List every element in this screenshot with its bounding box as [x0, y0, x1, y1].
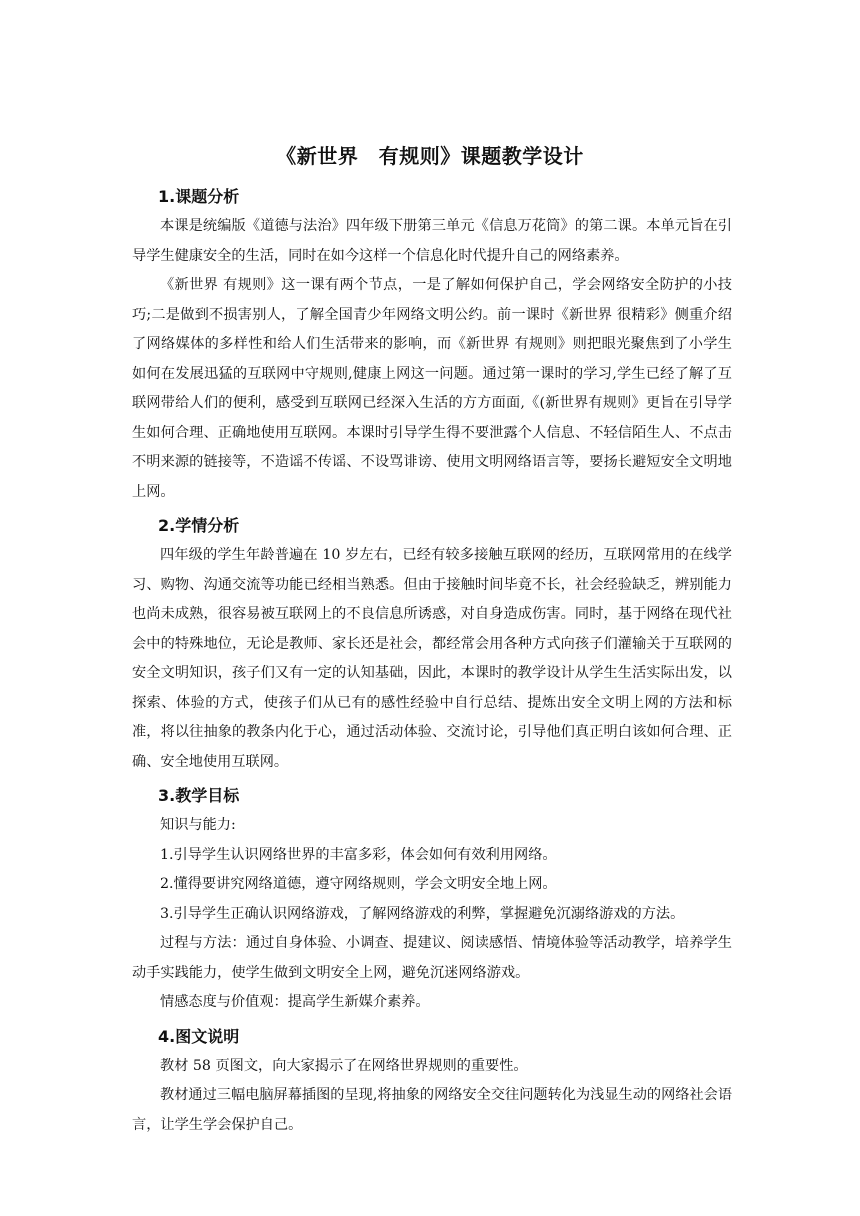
- objective-item: 2.懂得要讲究网络道德，遵守网络规则，学会文明安全地上网。: [160, 876, 557, 892]
- section-heading-objectives: 3.教学目标: [158, 786, 240, 805]
- paragraph: 四年级的学生年龄普遍在 10 岁左右，已经有较多接触互联网的经历，互联网常用的在线学习、购物、沟通交流等功能已经相当熟悉。但由于接触时间毕竟不长，社会经验缺乏，辨别能力也尚未成熟，很容易被互联网上的不良信息所诱惑，对自身造成伤害。同时，基于网络在现代社会中的特殊地位，无论是教师、家长还是社会，都经常会用各种方式向孩子们灌输关于互联网的安全文明知识，孩子们又有一定的认知基础，因此，本课时的教学设计从学生生活实际出发，以探索、体验的方式，使孩子们从已有的感性经验中自行总结、提炼出安全文明上网的方法和标准，将以往抽象的教条内化于心，通过活动体验、交流讨论，引导他们真正明白该如何合理、正确、安全地使用互联网。: [132, 547, 732, 770]
- document-body: [132, 178, 732, 1140]
- section-heading-student-analysis: 2.学情分析: [158, 516, 240, 535]
- section-heading-analysis: 1.课题分析: [158, 187, 240, 206]
- paragraph: 教材 58 页图文，向大家揭示了在网络世界规则的重要性。: [160, 1057, 528, 1074]
- document-title: 《新世界 有规则》课题教学设计: [276, 144, 584, 168]
- paragraph: 教材通过三幅电脑屏幕插图的呈现,将抽象的网络安全交往问题转化为浅显生动的网络社会语言，让学生学会保护自己。: [132, 1087, 733, 1133]
- objective-item: 1.引导学生认识网络世界的丰富多彩，体会如何有效利用网络。: [160, 846, 557, 863]
- paragraph: 过程与方法：通过自身体验、小调查、提建议、阅读感悟、情境体验等活动教学，培养学生动手实践能力，使学生做到文明安全上网，避免沉迷网络游戏。: [132, 935, 732, 981]
- section-heading-illustration: 4.图文说明: [158, 1026, 240, 1046]
- paragraph: 知识与能力:: [160, 817, 236, 833]
- paragraph: 情感态度与价值观：提高学生新媒介素养。: [160, 994, 430, 1010]
- paragraph: 本课是统编版《道德与法治》四年级下册第三单元《信息万花筒》的第二课。本单元旨在引导学生健康安全的生活，同时在如今这样一个信息化时代提升自己的网络素养。: [132, 218, 732, 264]
- objective-item: 3.引导学生正确认识网络游戏，了解网络游戏的利弊，掌握避免沉溺络游戏的方法。: [160, 905, 685, 922]
- paragraph: 《新世界 有规则》这一课有两个节点，一是了解如何保护自己，学会网络安全防护的小技巧;二是做到不损害别人，了解全国青少年网络文明公约。前一课时《新世界 很精彩》侧重介绍了网络媒体的多样性和给人们生活带来的影响，而《新世界 有规则》则把眼光聚焦到了小学生如何在发展迅猛的互联网中守规则,健康上网这一问题。通过第一课时的学习,学生已经了解了互联网带给人们的便利，感受到互联网已经深入生活的方方面面,《(新世界有规则》更旨在引导学生如何合理、正确地使用互联网。本课时引导学生得不要泄露个人信息、不轻信陌生人、不点击不明来源的链接等，不造谣不传谣、不设骂诽谤、使用文明网络语言等，要扬长避短安全文明地上网。: [132, 277, 732, 500]
